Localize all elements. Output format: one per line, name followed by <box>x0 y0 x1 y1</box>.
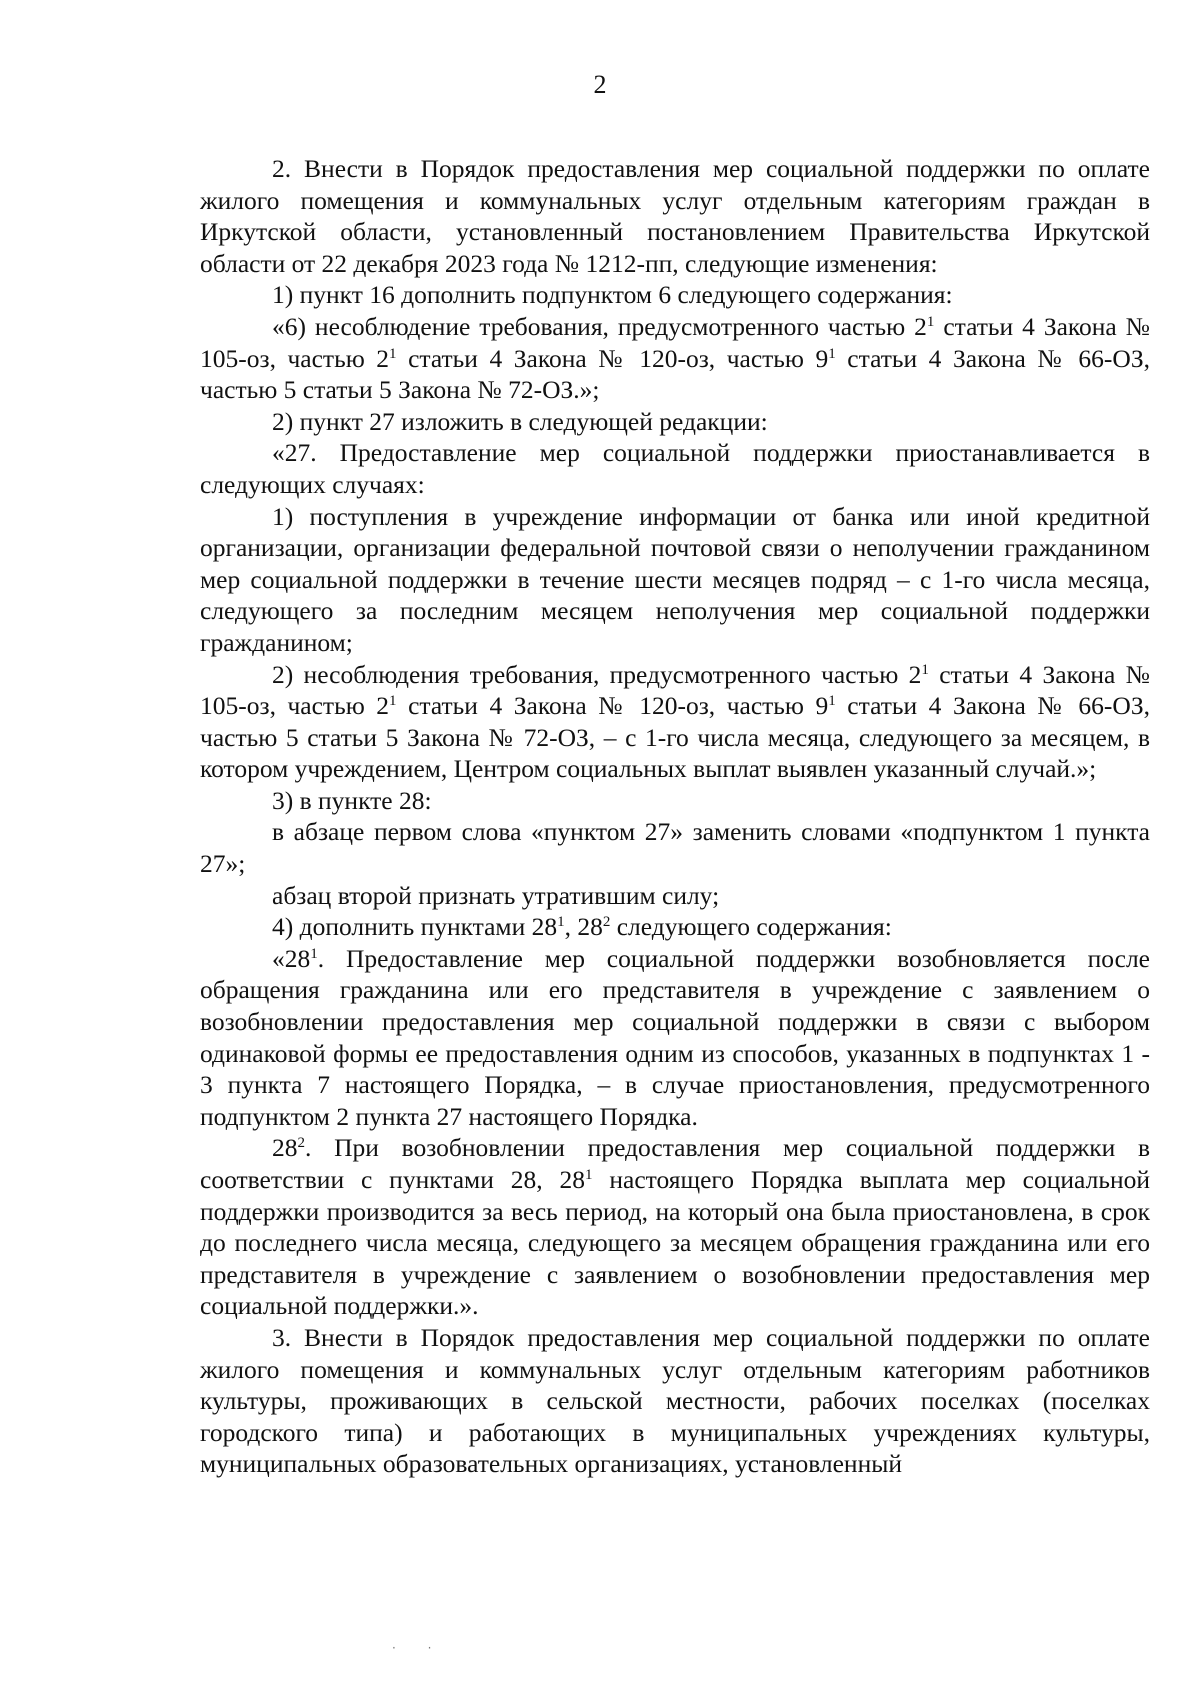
superscript-index: 1 <box>585 1167 593 1183</box>
superscript-index: 1 <box>828 345 836 362</box>
superscript-index: 2 <box>602 914 611 931</box>
paragraph <box>200 659 1150 785</box>
paragraph <box>200 153 1150 279</box>
paragraph <box>200 911 1150 943</box>
text-run: 1) пункт 16 дополнить подпунктом 6 следующего содержания: <box>272 280 953 310</box>
superscript-index: 1 <box>389 693 397 710</box>
superscript-index: 1 <box>310 945 318 962</box>
paragraph <box>200 501 1150 659</box>
text-run: статьи 4 Закона № 105-оз, частью 2 <box>200 311 1150 373</box>
text-run: 3) в пункте 28: <box>272 785 432 815</box>
text-run: статьи 4 Закона № 120-оз, частью 9 <box>396 691 829 721</box>
text-run: 28 <box>272 1133 298 1163</box>
superscript-index: 2 <box>297 1135 305 1152</box>
paragraph <box>200 943 1150 1133</box>
text-run: 4) дополнить пунктами 28 <box>272 912 558 942</box>
paragraph <box>200 1132 1150 1322</box>
text-run: в абзаце первом слова «пунктом 27» заменить словами «подпунктом 1 пункта 27»; <box>200 817 1150 879</box>
superscript-index: 1 <box>828 693 836 710</box>
superscript-index: 1 <box>389 345 397 362</box>
paragraph <box>200 279 1150 311</box>
text-run: статьи 4 Закона № 66-ОЗ, частью 5 статьи 5 Закона № 72-ОЗ.»; <box>200 343 1150 405</box>
paragraph <box>200 406 1150 438</box>
text-run: 2) несоблюдения требования, предусмотренного частью 2 <box>272 659 922 689</box>
paragraph <box>200 880 1150 912</box>
text-run: следующего содержания: <box>610 912 892 942</box>
page-number: 2 <box>593 70 607 99</box>
text-run: статьи 4 Закона № 105-оз, частью 2 <box>200 659 1150 721</box>
paragraph <box>200 816 1150 879</box>
text-run: 3. Внести в Порядок предоставления мер социальной поддержки по оплате жилого помещения и коммунальных услуг отдельным категориям работников культуры, проживающих в сельской местности, рабочих поселках (поселках городского типа) и работающих в муниципальных учреждениях культуры, муниципальных образовательных организациях, установленный <box>200 1322 1150 1479</box>
text-run: «6) несоблюдение требования, предусмотренного частью 2 <box>272 311 927 341</box>
paragraph <box>200 1322 1150 1480</box>
superscript-index: 1 <box>921 661 929 678</box>
text-run: 1) поступления в учреждение информации от банка или иной кредитной организации, организации федеральной почтовой связи о неполучении гражданином мер социальной поддержки в течение шести месяцев подряд – с 1-го числа месяца, следующего за последним месяцем неполучения мер социальной поддержки гражданином; <box>200 501 1150 657</box>
text-run: настоящего Порядка выплата мер социальной поддержки производится за весь период, на который она была приостановлена, в срок до последнего числа месяца, следующего за месяцем обращения гражданина или его представителя в учреждение с заявлением о возобновлении предоставления мер социальной поддержки.». <box>200 1165 1150 1321</box>
text-run: . Предоставление мер социальной поддержки возобновляется после обращения гражданина или его представителя в учреждение с заявлением о возобновлении предоставления мер социальной поддержки в связи с выбором одинаковой формы ее предоставления одним из способов, указанных в подпунктах 1 - 3 пункта 7 настоящего Порядка, – в случае приостановления, предусмотренного подпунктом 2 пункта 27 настоящего Порядка. <box>200 943 1150 1131</box>
paragraph <box>200 437 1150 500</box>
paragraph <box>200 785 1150 817</box>
text-run: статьи 4 Закона № 66-ОЗ, частью 5 статьи 5 Закона № 72-ОЗ, – с 1-го числа месяца, следующего за месяцем, в котором учреждением, Центром социальных выплат выявлен указанный случай.»; <box>200 691 1150 784</box>
text-run: абзац второй признать утратившим силу; <box>272 880 720 910</box>
paragraph <box>200 311 1150 406</box>
document-body <box>200 153 1150 1480</box>
text-run: «27. Предоставление мер социальной поддержки приостанавливается в следующих случаях: <box>200 438 1150 499</box>
text-run: статьи 4 Закона № 120-оз, частью 9 <box>396 343 829 373</box>
text-run: «28 <box>272 943 311 973</box>
text-run: , 28 <box>564 912 603 942</box>
superscript-index: 1 <box>557 914 565 931</box>
scan-artifact-dots: · · <box>392 1641 446 1655</box>
text-run: 2) пункт 27 изложить в следующей редакции: <box>272 406 768 436</box>
superscript-index: 1 <box>926 313 935 330</box>
text-run: 2. Внести в Порядок предоставления мер социальной поддержки по оплате жилого помещения и коммунальных услуг отдельным категориям граждан в Иркутской области, установленный постановлением Правительства Иркутской области от 22 декабря 2023 года № 1212-пп, следующие изменения: <box>200 154 1150 278</box>
text-run: . При возобновлении предоставления мер социальной поддержки в соответствии с пунктами 28, 28 <box>200 1133 1150 1194</box>
